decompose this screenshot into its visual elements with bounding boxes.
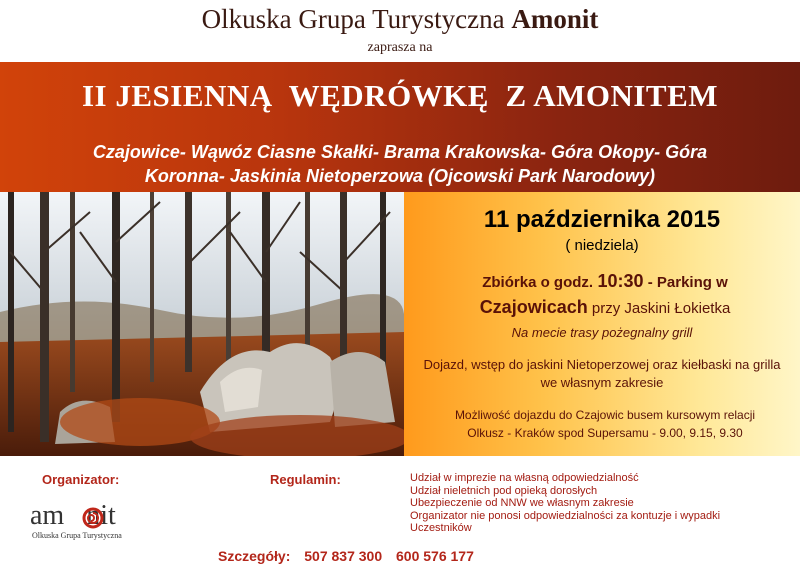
meeting-line-2 [420,295,790,321]
regulations-label: Regulamin: [270,472,341,487]
meeting-prefix: Zbiórka o godz. [482,274,594,291]
route-line-1: Czajowice- Wąwóz Ciasne Skałki- Brama Krakowska- Góra Okopy- Góra [92,142,708,162]
amonit-logo [30,500,155,545]
organization-prefix: Olkuska Grupa Turystyczna [201,4,505,34]
forest-photo [0,192,404,456]
logo-text-right: nit [86,500,116,531]
event-date: 11 października 2015 [483,206,721,233]
phone-2: 600 576 177 [396,548,474,564]
details-contact [218,548,484,564]
rule-item: Ubezpieczenie od NNW we własnym zakresie [410,497,634,509]
meeting-info [420,269,790,321]
event-day: ( niedziela) [565,237,639,254]
bus-info [420,406,790,442]
bus-line-2: Olkusz - Kraków spod Supersamu - 9.00, 9.15, 9.30 [467,426,743,440]
details-label: Szczegóły: [218,548,291,564]
grill-note: Na mecie trasy pożegnalny grill [511,325,693,340]
organization-name: Amonit [511,4,599,34]
phone-1: 507 837 300 [304,548,383,564]
meeting-place-1: - Parking w [643,274,728,291]
rule-item: Udział nieletnich pod opieką dorosłych [410,484,598,497]
transport-note [410,356,794,392]
page-title [0,4,800,35]
transport-line-1: Dojazd, wstęp do jaskini Nietoperzowej oraz kiełbaski na grilla [423,357,781,372]
forest-illustration [0,192,404,456]
invite-text: zaprasza na [367,40,433,55]
event-title: II JESIENNĄ WĘDRÓWKĘ Z AMONITEM [81,78,719,113]
rule-item: Uczestników [410,522,472,534]
meeting-place-2: Czajowicach [479,297,588,317]
rules-list [410,472,795,535]
meeting-line-1 [420,269,790,295]
logo-subtitle: Olkuska Grupa Turystyczna [32,531,122,540]
organizer-label: Organizator: [42,472,120,487]
route-line-2: Koronna- Jaskinia Nietoperzowa (Ojcowski Park Narodowy) [144,166,656,186]
bus-line-1: Możliwość dojazdu do Czajowic busem kursowym relacji [454,408,756,422]
rule-item: Udział w imprezie na własną odpowiedzialność [410,472,639,484]
route-description [30,140,770,188]
transport-line-2: we własnym zakresie [540,375,664,390]
ammonite-spiral-icon [82,507,104,529]
meeting-time: 10:30 [597,271,644,291]
rule-item: Organizator nie ponosi odpowiedzialności za kontuzje i wypadki [410,509,721,522]
logo-text-left: am [30,500,65,531]
meeting-place-rest: przy Jaskini Łokietka [587,300,731,317]
